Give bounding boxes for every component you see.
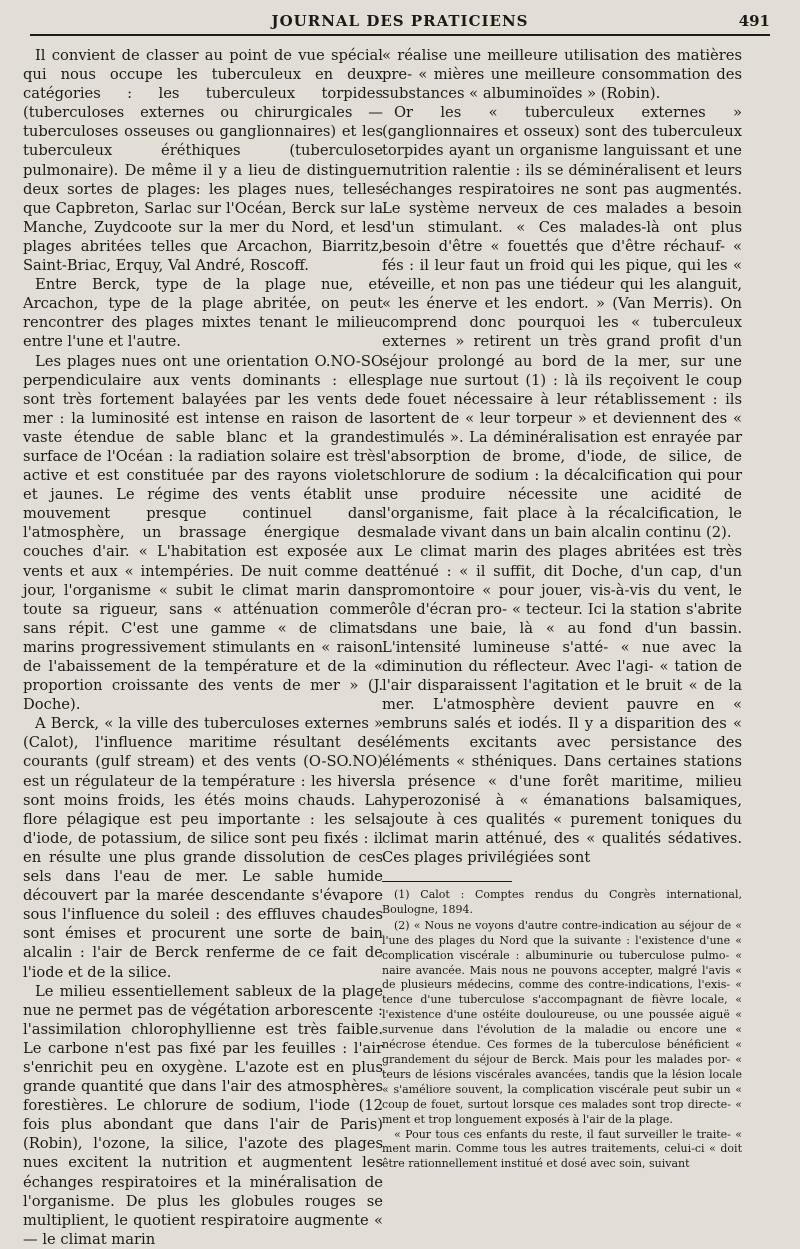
page-number: 491 [738,12,770,30]
right-column [382,46,742,1172]
paragraph: « réalise une meilleure utilisation des matières pre- « mières une meilleure consommation des substances « albuminoïdes » (Robin). [382,47,742,103]
running-head: JOURNAL DES PRATICIENS [271,12,529,30]
footnote: « Pour tous ces enfants du reste, il faut surveiller le traite- « ment marin. Comme tous les autres traitements, celui-ci « doit être rationnellement institué et dosé avec soin, suivant [382,1127,742,1171]
paragraph: Le climat marin des plages abritées est très atténué : « il suffit, dit Doche, d'un cap, d'un promontoire « pour jouer, vis-à-vis du vent, le rôle d'écran pro- « tecteur. Ici la station s'abrite dans une baie, là « au fond d'un bassin. L'intensité lumineuse s'atté- « nue avec la diminution du réflecteur. Avec l'agi- « tation de l'air disparaissent l'agitation et le bruit « de la mer. L'atmosphère devient pauvre en « embruns salés et iodés. Il y a disparition des « éléments excitants avec persistance des éléments « sthéniques. Dans certaines stations la présence « d'une forêt maritime, milieu hyperozonisé à « émanations balsamiques, ajoute à ces qualités « purement toniques du climat marin atténué, des « qualités sédatives. Ces plages privilégiées sont [382,543,742,866]
page-header [30,8,770,32]
paragraph: Il convient de classer au point de vue spécial qui nous occupe les tuberculeux en deux catégories : les tuberculeux torpides (tuberculoses externes ou chirurgicales — tuberculoses osseuses ou ganglionnaires) et les tuberculeux éréthiques (tuberculose pulmonaire). De même il y a lieu de distinguer deux sortes de plages: les plages nues, telles que Capbreton, Sarlac sur l'Océan, Berck sur la Manche, Zuydcoote sur la mer du Nord, et les plages abritées telles que Arcachon, Biarritz, Saint-Briac, Erquy, Val André, Roscoff. [23,47,383,275]
paragraph: A Berck, « la ville des tuberculoses externes » (Calot), l'influence maritime résultant des courants (gulf stream) et des vents (O-SO.NO) est un régulateur de la température : les hivers sont moins froids, les étés moins chauds. La flore pélagique est peu importante : les sels d'iode, de potassium, de silice sont peu fixés : il en résulte une plus grande dissolution de ces sels dans l'eau de mer. Le sable humide découvert par la marée descendante s'évapore sous l'influence du soleil : des effluves chaudes sont émises et procurent une sorte de bain alcalin : l'air de Berck renferme de ce fait de l'iode et de la silice. [23,715,383,981]
footnotes [382,881,742,1172]
paragraph: Entre Berck, type de la plage nue, et Arcachon, type de la plage abritée, on peut rencontrer des plages mixtes tenant le milieu entre l'une et l'autre. [23,276,383,351]
left-column [23,46,383,1249]
header-rule [30,34,770,36]
paragraph: Les plages nues ont une orientation O.NO-SO perpendiculaire aux vents dominants : elles sont très fortement balayées par les vents de mer : la luminosité est intense en raison de la vaste étendue de sable blanc et la grande surface de l'Océan : la radiation solaire est très active et est constituée par des rayons violets et jaunes. Le régime des vents établit un mouvement presque continuel dans l'atmosphère, un brassage énergique des couches d'air. « L'habitation est exposée aux vents et aux « intempéries. De nuit comme de jour, l'organisme « subit le climat marin dans toute sa rigueur, sans « atténuation comme sans répit. C'est une gamme « de climats marins progressivement stimulants en « raison de l'abaissement de la température et de la « proportion croissante des vents de mer » (J. Doche). [23,352,383,714]
footnote: (2) « Nous ne voyons d'autre contre-indication au séjour de « l'une des plages du Nord que la suivante : l'existence d'une « complication viscérale : albuminurie ou tuberculose pulmo- « naire avancée. Mais nous ne pouvons accepter, malgré l'avis « de plusieurs médecins, comme des contre-indications, l'exis- « tence d'une tuberculose s'accompagnant de fièvre locale, « l'existence d'une ostéite douloureuse, ou une poussée aiguë « survenue dans l'évolution de la maladie ou encore une « nécrose étendue. Ces formes de la tuberculose bénéficient « grandement du séjour de Berck. Mais pour les malades por- « teurs de lésions viscérales avancées, tandis que la lésion locale « s'améliore souvent, la complication viscérale peut subir un « coup de fouet, surtout lorsque ces malades sont trop directe- « ment et trop longuement exposés à l'air de la plage. [382,918,742,1126]
footnote-rule [382,881,512,882]
paragraph: Or les « tuberculeux externes » (ganglionnaires et osseux) sont des tuberculeux torpides ayant un organisme languissant et une nutrition ralentie : ils se déminéralisent et leurs échanges respiratoires ne sont pas augmentés. Le système nerveux de ces malades a besoin d'un stimulant. « Ces malades-là ont plus besoin d'être « fouettés que d'être réchauf- « fés : il leur faut un froid qui les pique, qui les « éveille, et non pas une tiédeur qui les alanguit, « les énerve et les endort. » (Van Merris). On comprend donc pourquoi les « tuberculeux externes » retirent un très grand profit d'un séjour prolongé au bord de la mer, sur une plage nue surtout (1) : là ils reçoivent le coup de fouet nécessaire à leur rétablissement : ils sortent de « leur torpeur » et deviennent des « stimulés ». La déminéralisation est enrayée par l'absorption de brome, d'iode, de silice, de chlorure de sodium : la décalcification qui pour se produire nécessite une acidité de l'organisme, fait place à la récalcification, le malade vivant dans un bain alcalin continu (2). [382,104,742,542]
footnote: (1) Calot : Comptes rendus du Congrès international, Boulogne, 1894. [382,888,742,916]
paragraph: Le milieu essentiellement sableux de la plage nue ne permet pas de végétation arborescente : l'assimilation chlorophyllienne est très faible. Le carbone n'est pas fixé par les feuilles : l'air s'enrichit peu en oxygène. L'azote est en plus grande quantité que dans l'air des atmosphères forestières. Le chlorure de sodium, l'iode (12 fois plus abondant que dans l'air de Paris) (Robin), l'ozone, la silice, l'azote des plages nues excitent la nutrition et augmentent les échanges respiratoires et la minéralisation de l'organisme. De plus les globules rouges se multiplient, le quotient respiratoire augmente « — le climat marin [23,982,383,1248]
